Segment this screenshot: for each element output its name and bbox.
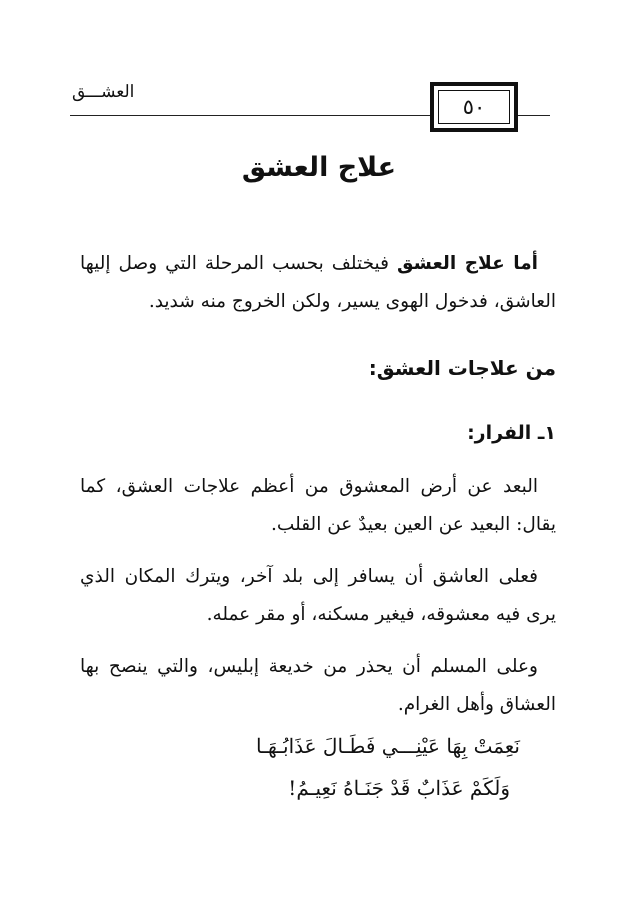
paragraph-1 bbox=[80, 468, 556, 544]
poem-line-1: نَعِمَتْ بِهَا عَيْنِـــي فَطَـالَ عَذَابُـهَـا bbox=[255, 734, 520, 758]
paragraph-2-text: فعلى العاشق أن يسافر إلى بلد آخر، ويترك المكان الذي يرى فيه معشوقه، فيغير مسكنه، أو مقر عمله. bbox=[80, 566, 556, 625]
paragraph-2 bbox=[80, 558, 556, 634]
page-number: ٥٠ bbox=[438, 90, 510, 124]
intro-text: فيختلف بحسب المرحلة التي وصل إليها العاشق، فدخول الهوى يسير، ولكن الخروج منه شديد. bbox=[80, 253, 556, 312]
poem-line-2: وَلَكَمْ عَذَابٌ قَدْ جَنَـاهُ نَعِيـمُ! bbox=[288, 776, 510, 800]
running-title: العشـــق bbox=[72, 82, 135, 102]
section-heading: من علاجات العشق: bbox=[368, 356, 556, 380]
intro-lead: أما علاج العشق bbox=[396, 253, 538, 274]
chapter-title: علاج العشق bbox=[241, 152, 397, 183]
paragraph-1-text: البعد عن أرض المعشوق من أعظم علاجات العشق، كما يقال: البعيد عن العين بعيدٌ عن القلب. bbox=[80, 476, 556, 535]
paragraph-3 bbox=[80, 648, 556, 724]
paragraph-3-text: وعلى المسلم أن يحذر من خديعة إبليس، والتي ينصح بها العشاق وأهل الغرام. bbox=[80, 656, 556, 715]
intro-paragraph bbox=[80, 245, 556, 321]
page-number-box bbox=[430, 82, 518, 132]
item-one-heading: ١ـ الفرار: bbox=[467, 422, 556, 444]
